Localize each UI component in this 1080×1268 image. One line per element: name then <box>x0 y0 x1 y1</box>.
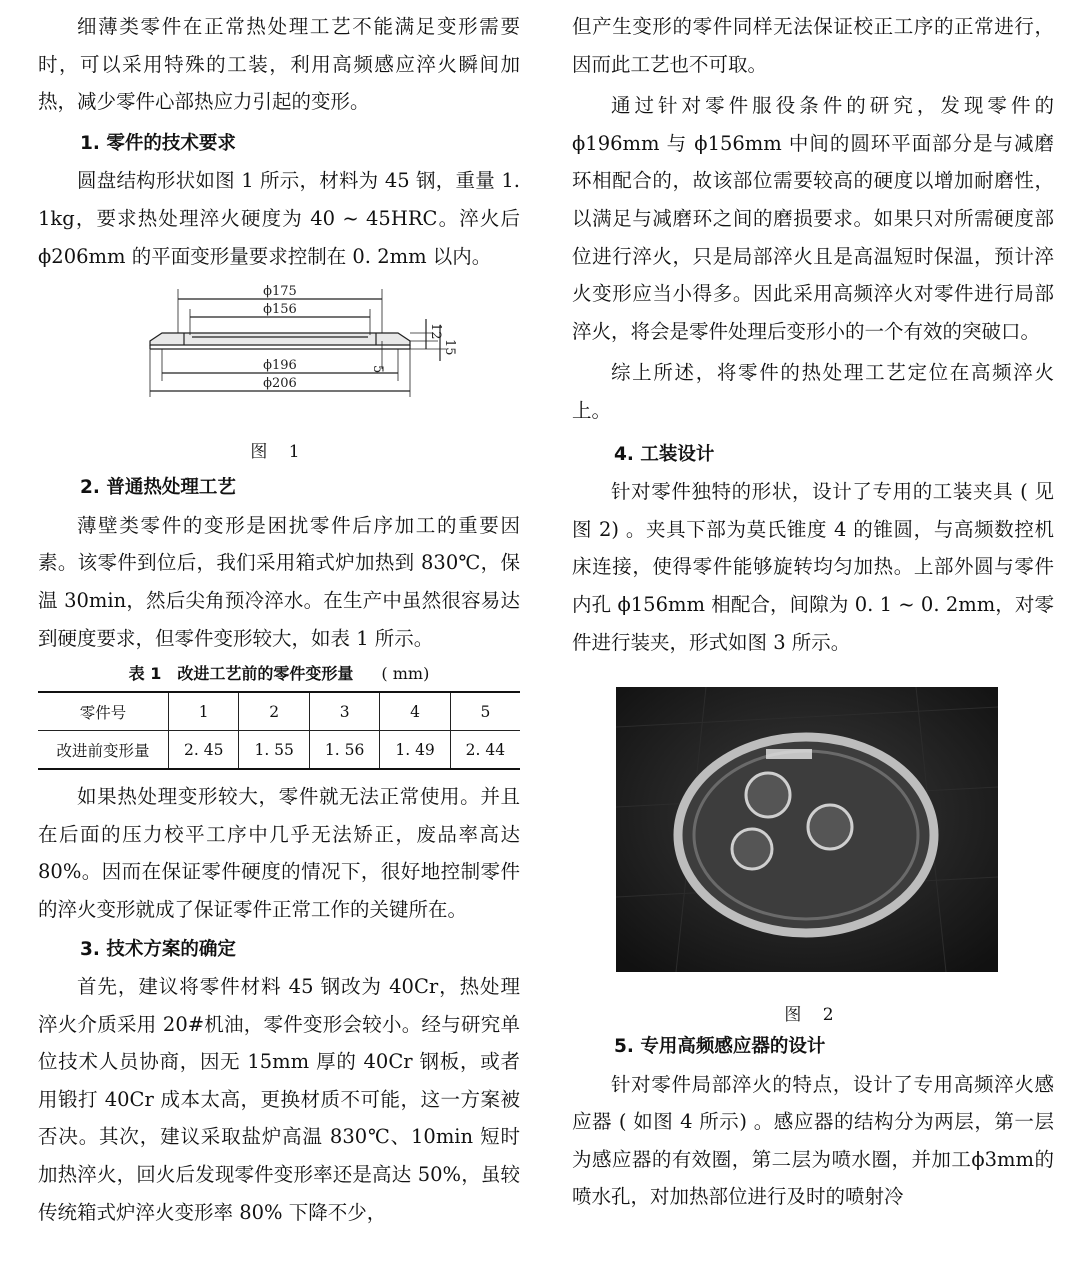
figure-2-caption: 图 2 <box>784 1005 842 1026</box>
table-cell: 2 <box>239 692 309 731</box>
table-row <box>38 692 520 731</box>
summary-paragraph: 综上所述，将零件的热处理工艺定位在高频淬火上。 <box>572 361 1054 422</box>
section-1-heading: 1. 零件的技术要求 <box>80 132 236 154</box>
table-cell: 3 <box>309 692 379 731</box>
section-5-paragraph: 针对零件局部淬火的特点，设计了专用高频淬火感应器 ( 如图 4 所示) 。感应器的结构分为两层，第一层为感应器的有效圈，第二层为喷水圈，并加工ϕ3mm的喷水孔，对加热部位进行及时的喷射冷 <box>572 1072 1054 1209</box>
right-column <box>572 8 1054 1216</box>
table-1-title-text: 表 1 改进工艺前的零件变形量 <box>128 664 354 684</box>
table-1-unit: ( mm) <box>381 664 430 684</box>
left-column <box>38 8 520 1231</box>
section-1-paragraph: 圆盘结构形状如图 1 所示，材料为 45 钢，重量 1. 1kg，要求热处理淬火硬度为 40 ~ 45HRC。淬火后 ϕ206mm 的平面变形量要求控制在 0. 2mm 以内。 <box>38 169 520 268</box>
hole-1 <box>746 773 790 817</box>
section-4-heading: 4. 工装设计 <box>614 443 715 465</box>
table-cell: 1 <box>169 692 239 731</box>
section-4-paragraph: 针对零件独特的形状，设计了专用的工装夹具 ( 见图 2) 。夹具下部为莫氏锥度 4 的锥圆，与高频数控机床连接，使得零件能够旋转均匀加热。上部外圆与零件内孔 ϕ156mm 相配合，间隙为 0. 1 ~ 0. 2mm，对零件进行装夹，形式如图 3 所示。 <box>572 480 1054 654</box>
dim-label-5: 5 <box>370 365 385 374</box>
dim-label-175: ϕ175 <box>263 284 297 300</box>
section-2-paragraph: 薄壁类零件的变形是困扰零件后序加工的重要因素。该零件到位后，我们采用箱式炉加热到 830℃，保温 30min，然后尖角预冷淬水。在生产中虽然很容易达到硬度要求，但零件变形较大，如表 1 所示。 <box>38 513 520 650</box>
dim-label-156: ϕ156 <box>263 302 297 318</box>
service-study-paragraph: 通过针对零件服役条件的研究，发现零件的 ϕ196mm 与 ϕ156mm 中间的圆环平面部分是与减磨环相配合的，故该部位需要较高的硬度以增加耐磨性，以满足与减磨环之间的磨损要求。如果只对所需硬度部位进行淬火，只是局部淬火且是高温短时保温，预计淬火变形应当小得多。因此采用高频淬火对零件进行局部淬火，将会是零件处理后变形小的一个有效的突破口。 <box>572 94 1054 343</box>
table-1-title <box>38 657 520 691</box>
intro-paragraph: 细薄类零件在正常热处理工艺不能满足变形需要时，可以采用特殊的工装，利用高频感应淬火瞬间加热，减少零件心部热应力引起的变形。 <box>38 15 520 114</box>
table-cell: 2. 44 <box>450 731 520 770</box>
part-section <box>150 333 410 345</box>
section-5-heading: 5. 专用高频感应器的设计 <box>614 1036 826 1058</box>
hole-2 <box>808 805 852 849</box>
section-3-paragraph: 首先，建议将零件材料 45 钢改为 40Cr，热处理淬火介质采用 20#机油，零件变形会较小。经与研究单位技术人员协商，因无 15mm 厚的 40Cr 钢板，或者用锻打 40Cr 成本太高，更换材质不可能，这一方案被否决。其次，建议采取盐炉高温 830℃、10min 短时加热淬火，回火后发现零件变形率还是高达 50%，虽较传统箱式炉淬火变形率 80% 下降不少， <box>38 975 520 1224</box>
figure-1 <box>60 281 500 417</box>
figure-1-caption: 图 1 <box>250 442 308 463</box>
table-cell: 2. 45 <box>169 731 239 770</box>
figure-1-drawing <box>60 281 500 417</box>
continuation-paragraph: 但产生变形的零件同样无法保证校正工序的正常进行，因而此工艺也不可取。 <box>572 15 1054 76</box>
paragraph-deformation: 如果热处理变形较大，零件就无法正常使用。并且在后面的压力校平工序中几乎无法矫正，废品率高达 80%。因而在保证零件硬度的情况下，很好地控制零件的淬火变形就成了保证零件正常工作的关键所在。 <box>38 785 520 921</box>
fixture-photo-drawing <box>616 687 998 972</box>
table-row <box>38 731 520 770</box>
table-row-label: 改进前变形量 <box>38 731 169 770</box>
dim-label-12: 12 <box>428 323 443 340</box>
table-cell: 1. 56 <box>309 731 379 770</box>
figure-2-photo <box>616 687 998 972</box>
table-cell: 4 <box>380 692 450 731</box>
section-3-heading: 3. 技术方案的确定 <box>80 938 236 960</box>
dim-label-206: ϕ206 <box>263 376 297 392</box>
table-cell: 1. 55 <box>239 731 309 770</box>
hole-3 <box>732 829 772 869</box>
section-2-heading: 2. 普通热处理工艺 <box>80 477 236 499</box>
workpiece-disc <box>678 737 934 933</box>
table-row-label: 零件号 <box>38 692 169 731</box>
table-cell: 5 <box>450 692 520 731</box>
dim-label-15: 15 <box>442 339 457 356</box>
table-1 <box>38 691 520 770</box>
dim-label-196: ϕ196 <box>263 358 297 374</box>
table-cell: 1. 49 <box>380 731 450 770</box>
